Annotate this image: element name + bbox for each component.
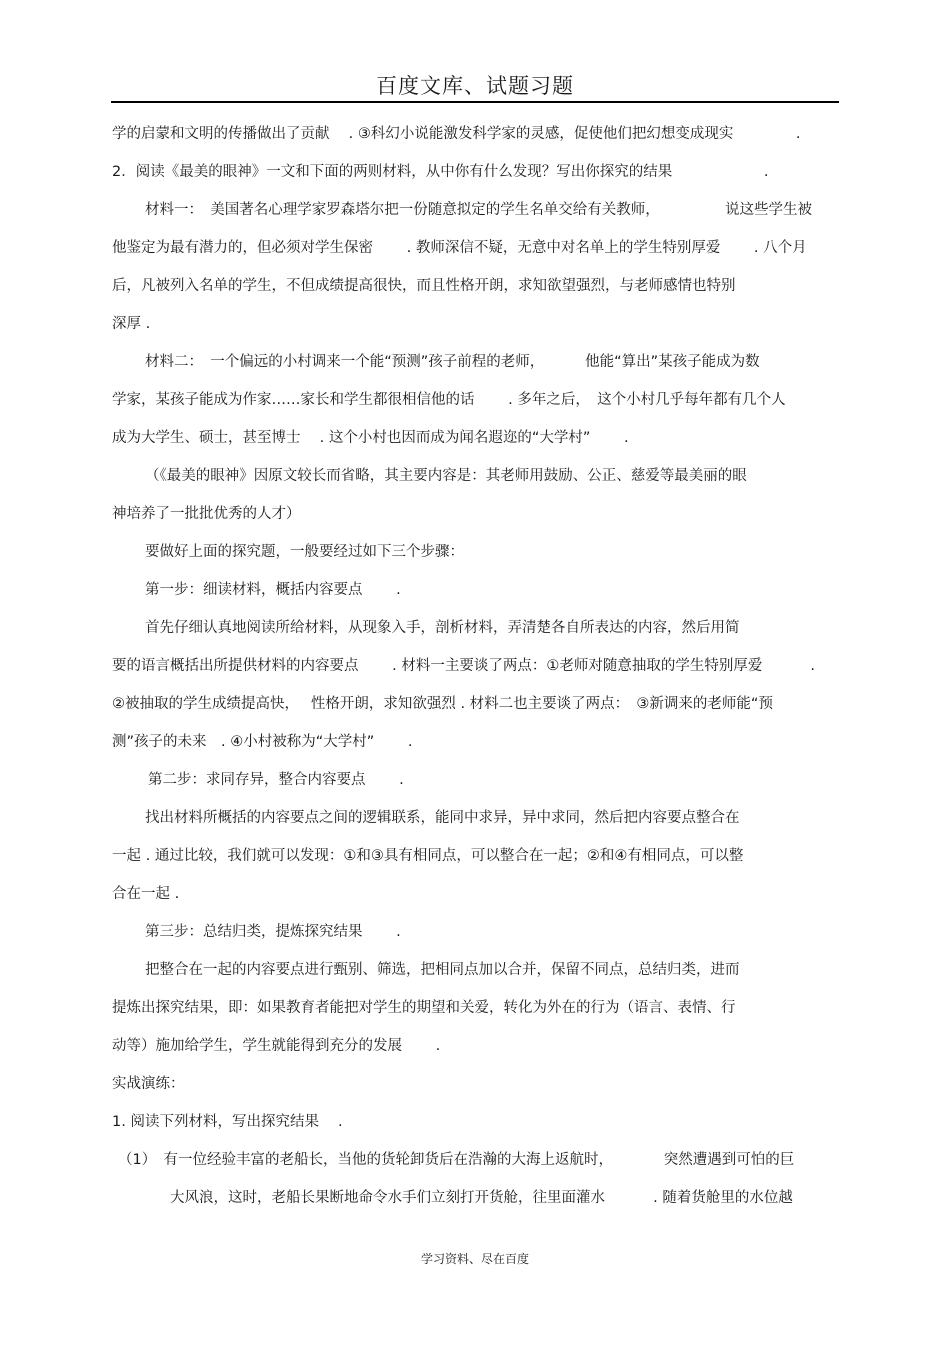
text-line: 2．阅读《最美的眼神》一文和下面的两则材料，从中你有什么发现？写出你探究的结果 . — [112, 164, 769, 180]
text-line: 要做好上面的探究题，一般要经过如下三个步骤： — [145, 544, 464, 560]
text-line: 一起 . 通过比较，我们就可以发现：①和③具有相同点，可以整合在一起；②和④有相同点，可以整 — [112, 848, 744, 864]
text-line: 大风浪，这时，老船长果断地命令水手们立刻打开货舱，往里面灌水 . 随着货舱里的水位越 — [170, 1190, 793, 1206]
text-line: 首先仔细认真地阅读所给材料，从现象入手，剖析材料，弄清楚各自所表达的内容，然后用简 — [145, 620, 740, 636]
text-line: 1. 阅读下列材料，写出探究结果 . — [112, 1114, 343, 1130]
header-divider — [111, 101, 839, 103]
text-line: 第一步：细读材料，概括内容要点 . — [145, 582, 401, 598]
text-line: 深厚 . — [112, 316, 151, 332]
text-line: 合在一起 . — [112, 886, 180, 902]
text-line: ②被抽取的学生成绩提高快， 性格开朗，求知欲强烈 . 材料二也主要谈了两点： ③新调来的老师能“预 — [112, 696, 773, 712]
text-line: 材料二： 一个偏远的小村调来一个能“预测”孩子前程的老师， 他能“算出”某孩子能成为数 — [145, 354, 760, 370]
text-line: 成为大学生、硕士，甚至博士 . 这个小村也因而成为闻名遐迩的“大学村” . — [112, 430, 629, 446]
text-line: 提炼出探究结果，即：如果教育者能把对学生的期望和关爱，转化为外在的行为（语言、表情、行 — [112, 1000, 736, 1016]
text-line: 测”孩子的未来 . ④小村被称为“大学村” . — [112, 734, 413, 750]
page-footer: 学习资料、尽在百度 — [420, 1252, 529, 1266]
text-line: 要的语言概括出所提供材料的内容要点 . 材料一主要谈了两点：①老师对随意抽取的学生特别厚爱 . — [112, 658, 816, 674]
text-line: 动等）施加给学生，学生就能得到充分的发展 . — [112, 1038, 441, 1054]
text-line: 把整合在一起的内容要点进行甄别、筛选，把相同点加以合并，保留不同点，总结归类，进而 — [145, 962, 740, 978]
text-line: 他鉴定为最有潜力的，但必须对学生保密 . 教师深信不疑，无意中对名单上的学生特别厚爱 . 八个月 — [112, 240, 807, 256]
text-line: 实战演练： — [112, 1076, 185, 1092]
text-line: 材料一： 美国著名心理学家罗森塔尔把一份随意拟定的学生名单交给有关教师， 说这些学生被 — [145, 202, 812, 218]
text-line: 找出材料所概括的内容要点之间的逻辑联系，能同中求异，异中求同，然后把内容要点整合在 — [145, 810, 740, 826]
text-line: （《最美的眼神》因原文较长而省略，其主要内容是：其老师用鼓励、公正、慈爱等最美丽的眼 — [145, 468, 747, 484]
page-title: 百度文库、试题习题 — [376, 74, 574, 98]
text-line: 后，凡被列入名单的学生，不但成绩提高很快，而且性格开朗，求知欲望强烈，与老师感情也特别 — [112, 278, 736, 294]
text-line: 学家，某孩子能成为作家……家长和学生都很相信他的话 . 多年之后， 这个小村几乎每年都有几个人 — [112, 392, 786, 408]
text-line: 神培养了一批批优秀的人才） — [112, 506, 301, 522]
text-line: （1） 有一位经验丰富的老船长，当他的货轮卸货后在浩瀚的大海上返航时， 突然遭遇到可怕的巨 — [118, 1152, 795, 1168]
text-line: 第三步：总结归类，提炼探究结果 . — [145, 924, 401, 940]
text-line: 学的启蒙和文明的传播做出了贡献 . ③科幻小说能激发科学家的灵感，促使他们把幻想变成现实 . — [112, 126, 801, 142]
text-line: 第二步：求同存异，整合内容要点 . — [148, 772, 404, 788]
